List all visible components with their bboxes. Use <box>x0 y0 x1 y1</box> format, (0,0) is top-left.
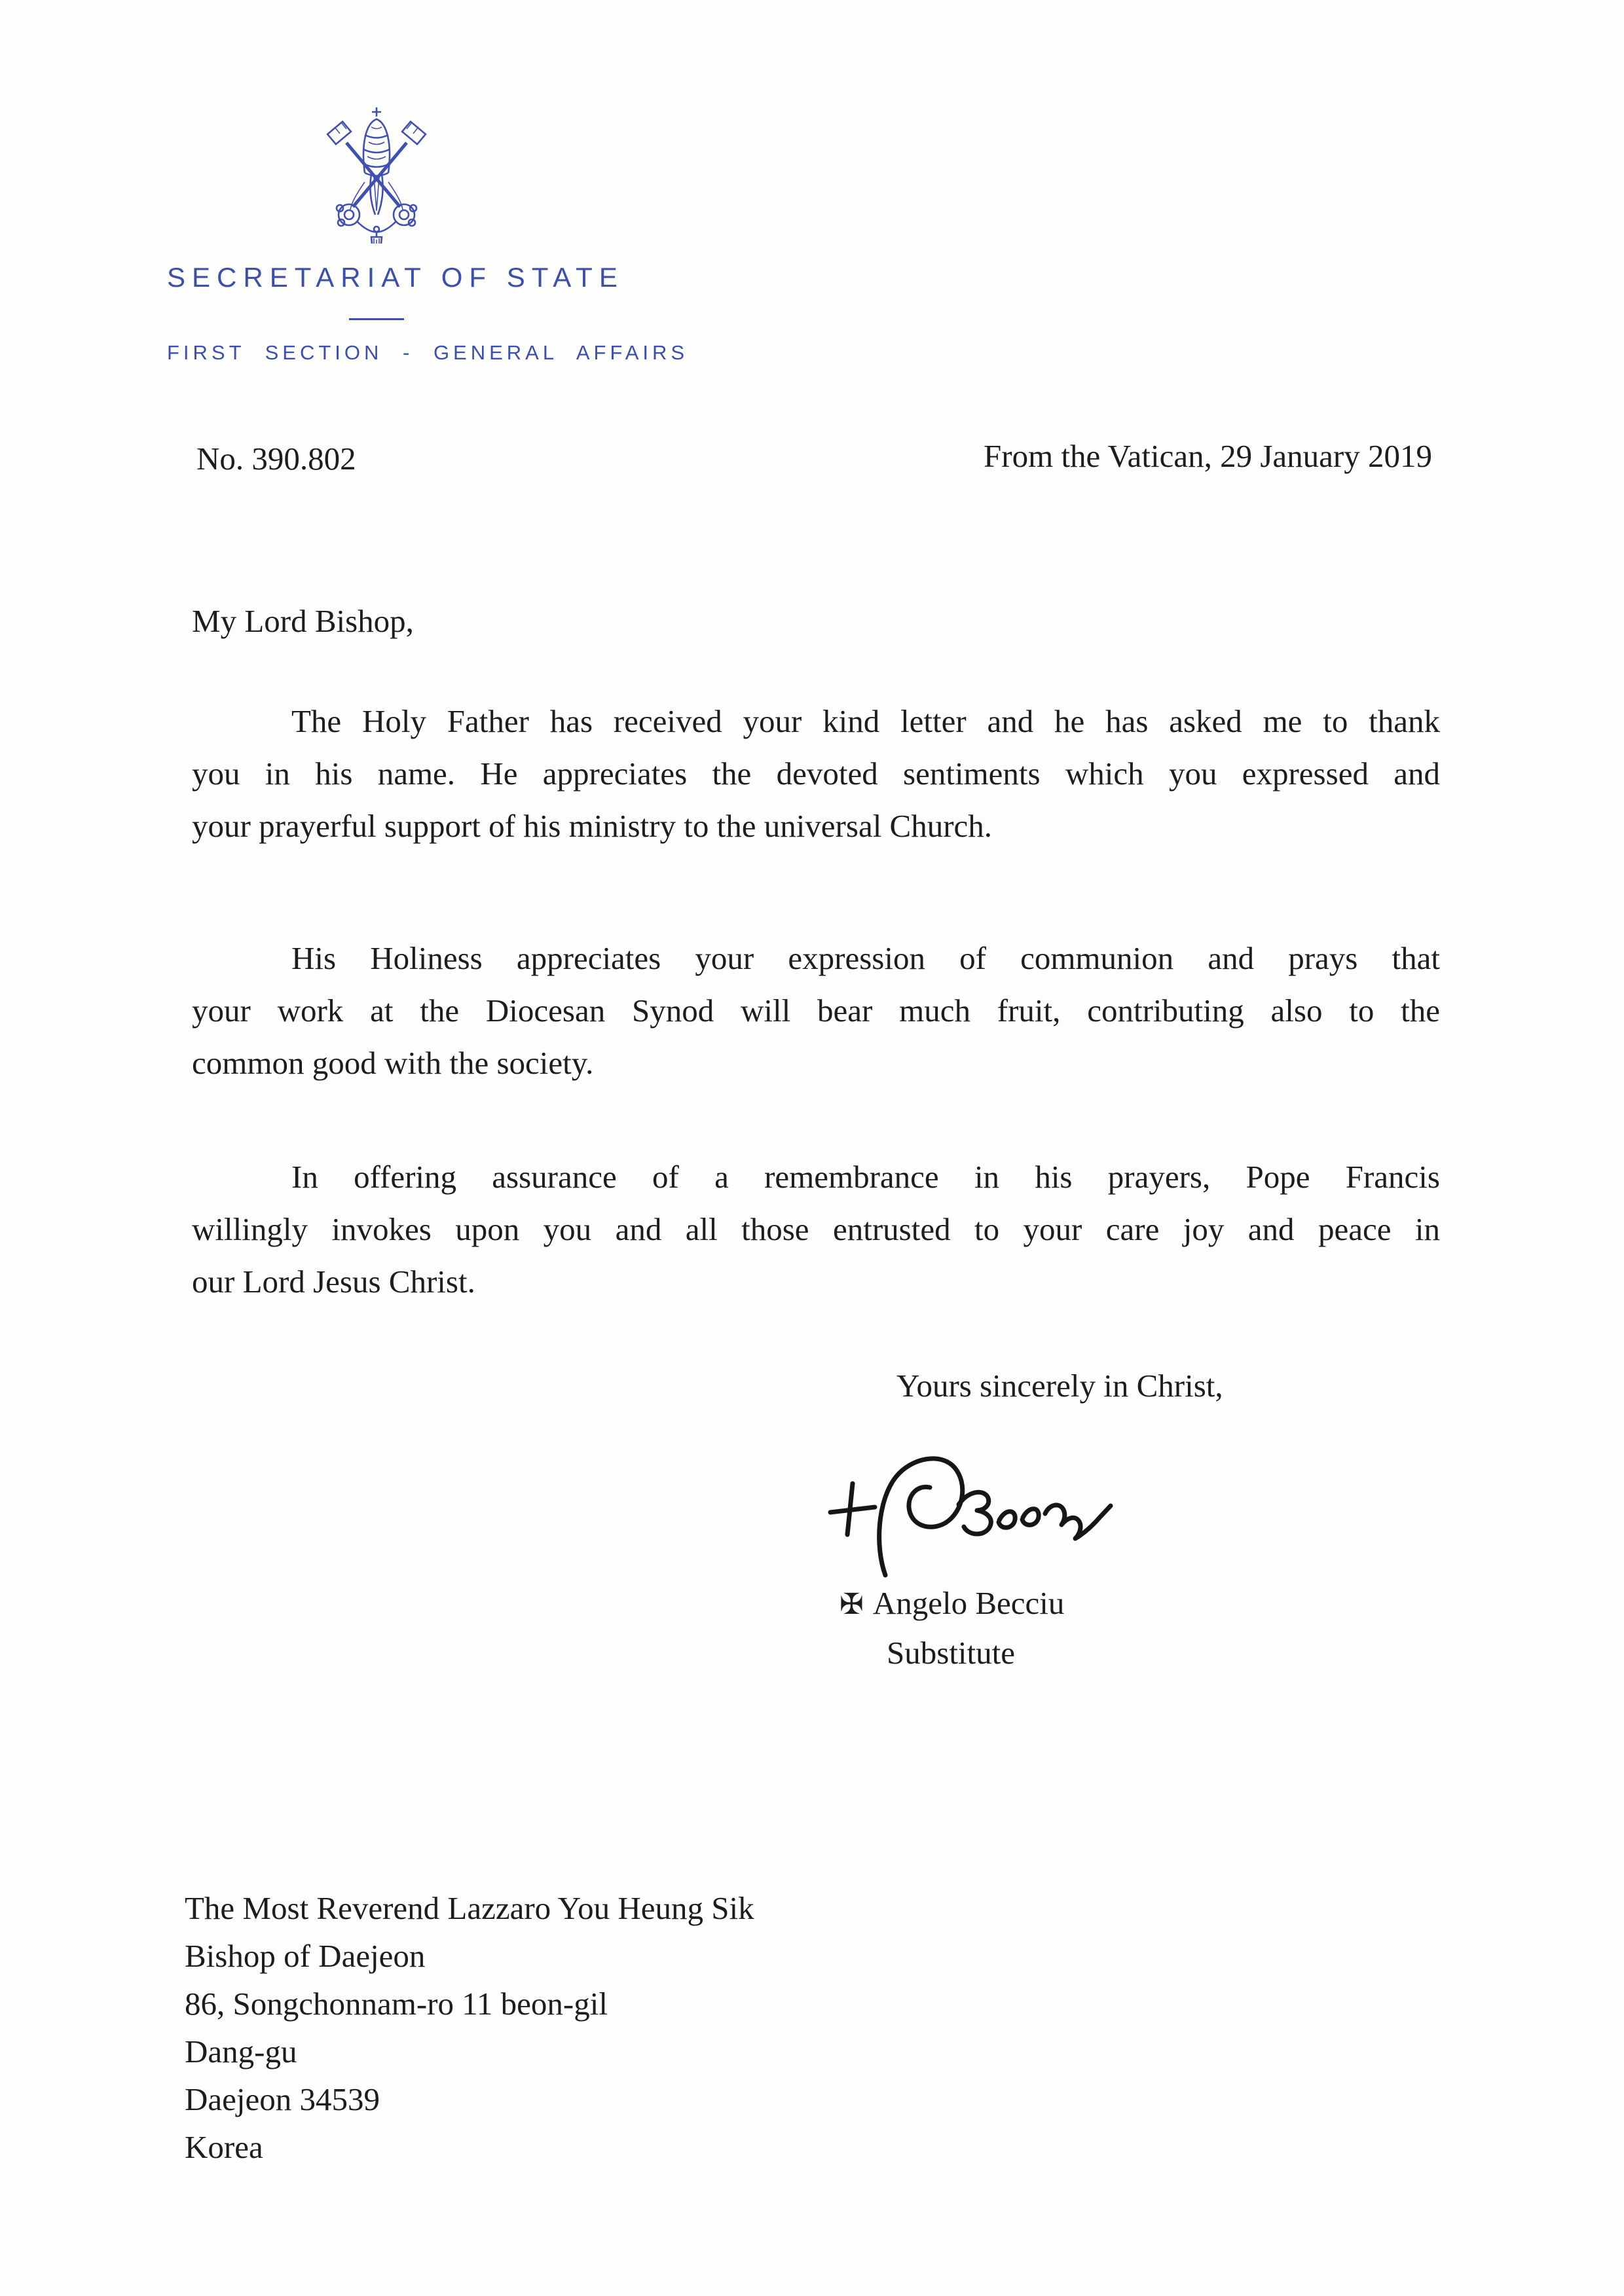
signer-title: Substitute <box>887 1635 1016 1671</box>
signer-name: Angelo Becciu <box>872 1585 1065 1621</box>
paragraph-line: willingly invokes upon you and all those entrusted to your care joy and peace in <box>192 1211 1440 1247</box>
section-name: FIRST SECTION - GENERAL AFFAIRS <box>167 341 689 364</box>
paragraph-line: In offering assurance of a remembrance in his prayers, Pope Francis <box>291 1159 1440 1195</box>
paragraph-line: your work at the Diocesan Synod will bear much fruit, contributing also to the <box>192 993 1440 1029</box>
organization-name: SECRETARIAT OF STATE <box>167 262 624 293</box>
signer-name-line <box>840 1579 1064 1629</box>
reference-number: No. 390.802 <box>196 441 356 477</box>
paragraph-line: our Lord Jesus Christ. <box>192 1264 475 1300</box>
recipient-line: The Most Reverend Lazzaro You Heung Sik <box>185 1890 754 1926</box>
signer-block <box>840 1579 1064 1677</box>
vatican-coat-of-arms-icon <box>316 105 437 244</box>
paragraph-line: you in his name. He appreciates the devoted sentiments which you expressed and <box>192 756 1440 792</box>
recipient-address <box>185 1884 754 2171</box>
recipient-line: Dang-gu <box>185 2033 297 2069</box>
paragraph-line: your prayerful support of his ministry to the universal Church. <box>192 808 993 844</box>
salutation: My Lord Bishop, <box>192 603 414 639</box>
dateline: From the Vatican, 29 January 2019 <box>984 438 1432 474</box>
handwritten-signature <box>812 1427 1218 1578</box>
letterhead-divider <box>349 318 404 320</box>
recipient-line: Daejeon 34539 <box>185 2081 380 2117</box>
paragraph-line: The Holy Father has received your kind letter and he has asked me to thank <box>291 703 1440 739</box>
closing-line: Yours sincerely in Christ, <box>896 1368 1223 1404</box>
paragraph-1 <box>192 695 1440 852</box>
recipient-line: Korea <box>185 2129 263 2165</box>
paragraph-line: His Holiness appreciates your expression of communion and prays that <box>291 940 1440 976</box>
recipient-line: Bishop of Daejeon <box>185 1938 426 1974</box>
recipient-line: 86, Songchonnam-ro 11 beon-gil <box>185 1986 608 2022</box>
maltese-cross-glyph: ✠ <box>840 1588 864 1621</box>
letterhead <box>167 105 689 365</box>
paragraph-line: common good with the society. <box>192 1045 594 1081</box>
paragraph-2 <box>192 932 1440 1089</box>
paragraph-3 <box>192 1151 1440 1308</box>
